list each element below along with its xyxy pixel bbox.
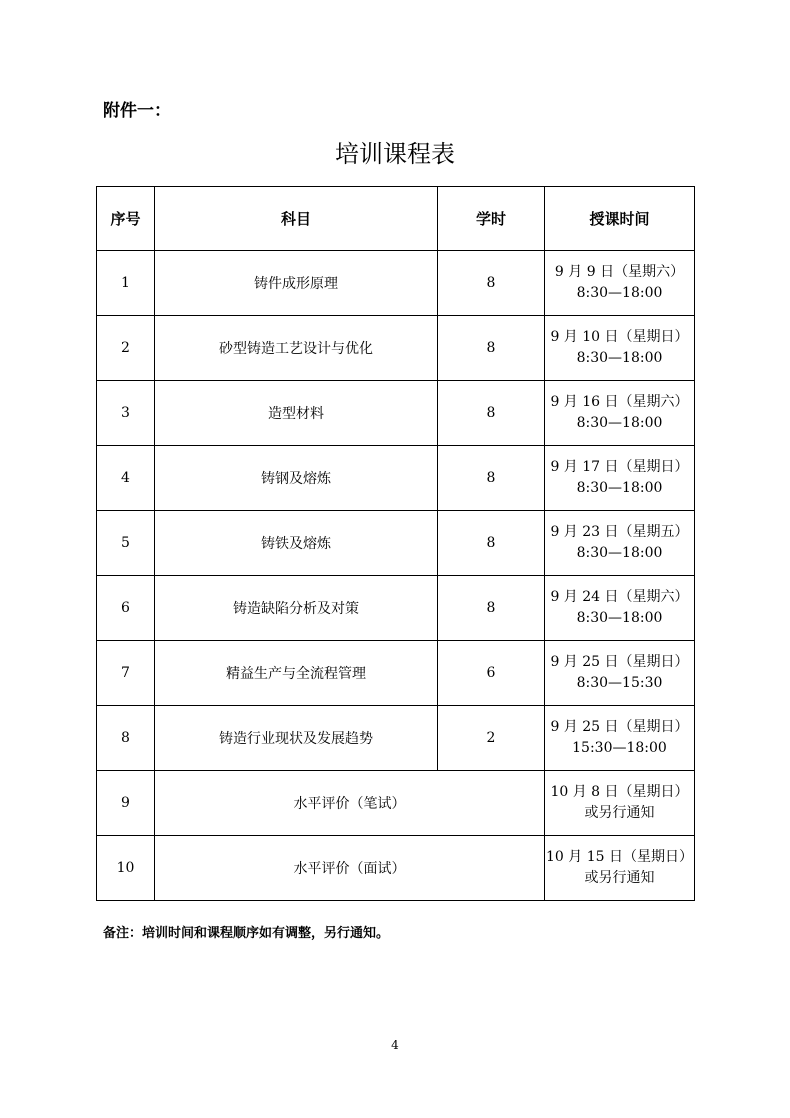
cell-time <box>545 446 695 511</box>
cell-time <box>545 771 695 836</box>
cell-subject: 精益生产与全流程管理 <box>155 641 438 706</box>
cell-time <box>545 316 695 381</box>
cell-subject: 水平评价（面试） <box>155 836 545 901</box>
table-row <box>97 836 695 901</box>
page-title: 培训课程表 <box>335 140 455 168</box>
table-row <box>97 316 695 381</box>
cell-hours: 8 <box>438 576 545 641</box>
table-row <box>97 251 695 316</box>
cell-no: 4 <box>97 446 155 511</box>
cell-no: 9 <box>97 771 155 836</box>
cell-time-range: 或另行通知 <box>584 870 655 886</box>
cell-date: 9 月 9 日（星期六） <box>554 264 685 280</box>
cell-time <box>545 641 695 706</box>
cell-date: 9 月 16 日（星期六） <box>550 394 689 410</box>
cell-date: 10 月 15 日（星期日） <box>546 849 693 865</box>
cell-date: 9 月 23 日（星期五） <box>550 524 689 540</box>
cell-time-range: 8:30—18:00 <box>576 415 663 431</box>
cell-date: 10 月 8 日（星期日） <box>550 784 689 800</box>
cell-date: 9 月 25 日（星期日） <box>550 719 689 735</box>
cell-time-range: 8:30—15:30 <box>576 675 663 691</box>
cell-time <box>545 706 695 771</box>
footnote: 备注：培训时间和课程顺序如有调整，另行通知。 <box>103 926 390 941</box>
cell-time-range: 8:30—18:00 <box>576 285 663 301</box>
cell-subject: 造型材料 <box>155 381 438 446</box>
cell-time-range: 或另行通知 <box>584 805 655 821</box>
page-number: 4 <box>391 1038 399 1052</box>
table-row <box>97 706 695 771</box>
cell-no: 1 <box>97 251 155 316</box>
table-row <box>97 771 695 836</box>
cell-no: 2 <box>97 316 155 381</box>
cell-hours: 6 <box>438 641 545 706</box>
table-row <box>97 381 695 446</box>
cell-no: 3 <box>97 381 155 446</box>
cell-subject: 铸钢及熔炼 <box>155 446 438 511</box>
cell-subject: 铸造缺陷分析及对策 <box>155 576 438 641</box>
attachment-label: 附件一： <box>103 101 171 121</box>
cell-date: 9 月 10 日（星期日） <box>550 329 689 345</box>
cell-subject: 铸件成形原理 <box>155 251 438 316</box>
cell-hours: 2 <box>438 706 545 771</box>
cell-time-range: 8:30—18:00 <box>576 610 663 626</box>
cell-no: 8 <box>97 706 155 771</box>
cell-hours: 8 <box>438 381 545 446</box>
cell-time-range: 8:30—18:00 <box>576 545 663 561</box>
cell-time-range: 8:30—18:00 <box>576 480 663 496</box>
course-schedule-table <box>96 186 695 901</box>
cell-time <box>545 576 695 641</box>
header-subject: 科目 <box>155 187 438 251</box>
cell-date: 9 月 25 日（星期日） <box>550 654 689 670</box>
cell-no: 6 <box>97 576 155 641</box>
cell-time-range: 8:30—18:00 <box>576 350 663 366</box>
header-time: 授课时间 <box>545 187 695 251</box>
table-row <box>97 511 695 576</box>
cell-time <box>545 381 695 446</box>
table-header-row <box>97 187 695 251</box>
table-row <box>97 641 695 706</box>
cell-no: 10 <box>97 836 155 901</box>
header-no: 序号 <box>97 187 155 251</box>
cell-subject: 水平评价（笔试） <box>155 771 545 836</box>
table-row <box>97 576 695 641</box>
table-row <box>97 446 695 511</box>
cell-no: 5 <box>97 511 155 576</box>
cell-no: 7 <box>97 641 155 706</box>
cell-hours: 8 <box>438 511 545 576</box>
cell-hours: 8 <box>438 446 545 511</box>
cell-hours: 8 <box>438 316 545 381</box>
cell-subject: 铸造行业现状及发展趋势 <box>155 706 438 771</box>
cell-subject: 砂型铸造工艺设计与优化 <box>155 316 438 381</box>
cell-time <box>545 836 695 901</box>
cell-time <box>545 511 695 576</box>
cell-subject: 铸铁及熔炼 <box>155 511 438 576</box>
cell-date: 9 月 24 日（星期六） <box>550 589 689 605</box>
cell-time-range: 15:30—18:00 <box>572 740 667 756</box>
header-hours: 学时 <box>438 187 545 251</box>
cell-date: 9 月 17 日（星期日） <box>550 459 689 475</box>
cell-time <box>545 251 695 316</box>
cell-hours: 8 <box>438 251 545 316</box>
